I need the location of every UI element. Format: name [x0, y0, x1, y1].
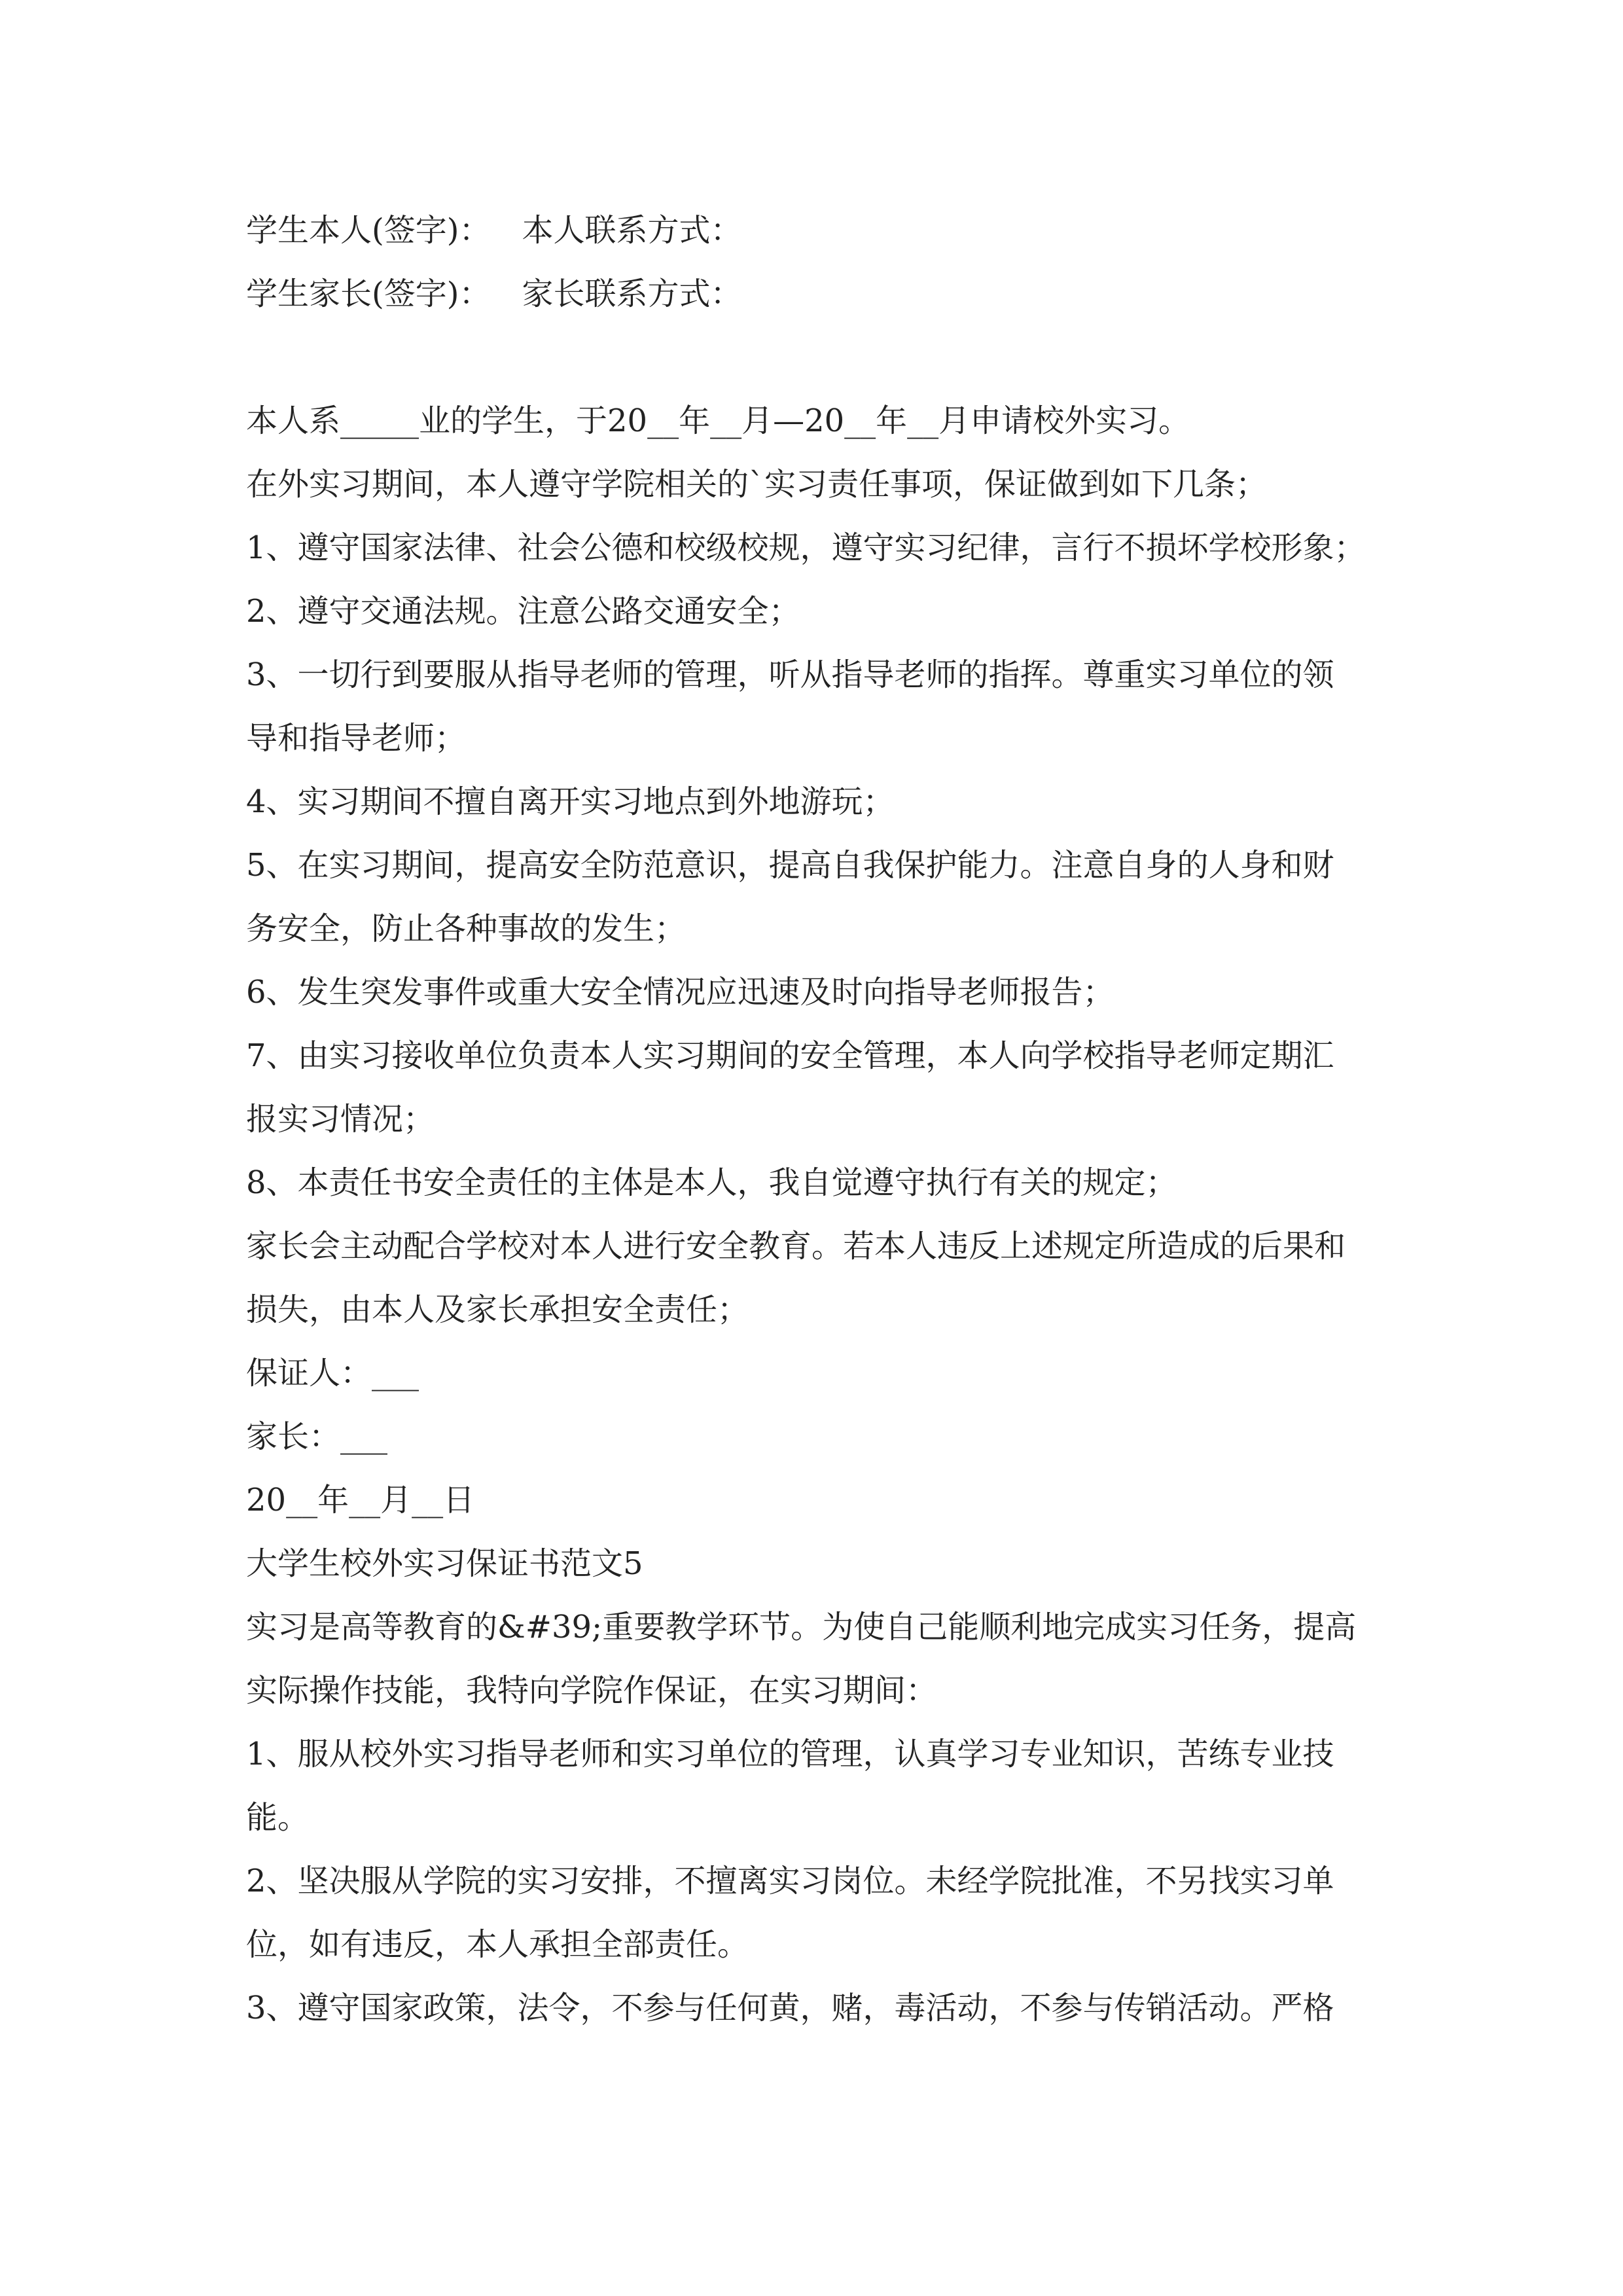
parent-contact-label: 家长联系方式： [522, 276, 742, 312]
guarantor-line: 保证人：___ [246, 1355, 419, 1391]
document-body [246, 199, 1398, 2040]
text-line: 实际操作技能，我特向学院作保证，在实习期间： [246, 1672, 938, 1709]
text-line: 1、服从校外实习指导老师和实习单位的管理，认真学习专业知识，苦练专业技 [246, 1736, 1334, 1772]
parent-sign-label: 学生家长(签字)： [246, 276, 491, 312]
parent-line: 家长：___ [246, 1418, 388, 1455]
text-line: 7、由实习接收单位负责本人实习期间的安全管理，本人向学校指导老师定期汇 [246, 1037, 1334, 1074]
text-line: 务安全，防止各种事故的发生； [246, 910, 687, 947]
text-line: 实习是高等教育的&#39;重要教学环节。为使自己能顺利地完成实习任务，提高 [246, 1609, 1357, 1645]
text-line: 1、遵守国家法律、社会公德和校级校规，遵守实习纪律，言行不损坏学校形象； [246, 529, 1366, 566]
text-line: 6、发生突发事件或重大安全情况应迅速及时向指导老师报告； [246, 974, 1115, 1011]
text-line: 导和指导老师； [246, 720, 467, 757]
text-line: 在外实习期间，本人遵守学院相关的`实习责任事项，保证做到如下几条； [246, 466, 1268, 503]
text-line: 5、在实习期间，提高安全防范意识，提高自我保护能力。注意自身的人身和财 [246, 847, 1334, 884]
section-title: 大学生校外实习保证书范文5 [246, 1545, 643, 1582]
text-line: 家长会主动配合学校对本人进行安全教育。若本人违反上述规定所造成的后果和 [246, 1228, 1346, 1265]
text-line: 位，如有违反，本人承担全部责任。 [246, 1926, 749, 1963]
text-line: 2、坚决服从学院的实习安排，不擅离实习岗位。未经学院批准，不另找实习单 [246, 1863, 1334, 1899]
student-sign-label: 学生本人(签字)： [246, 212, 491, 249]
blank-line [246, 326, 1398, 389]
student-signature-row [246, 199, 1398, 262]
text-line: 8、本责任书安全责任的主体是本人，我自觉遵守执行有关的规定； [246, 1164, 1177, 1201]
parent-signature-row [246, 262, 1398, 326]
date-line: 20__年__月__日 [246, 1482, 475, 1518]
text-line: 损失，由本人及家长承担安全责任； [246, 1291, 749, 1328]
text-line: 能。 [246, 1799, 310, 1836]
text-line: 3、一切行到要服从指导老师的管理，听从指导老师的指挥。尊重实习单位的领 [246, 656, 1334, 693]
text-line: 4、实习期间不擅自离开实习地点到外地游玩； [246, 783, 895, 820]
text-line: 2、遵守交通法规。注意公路交通安全； [246, 593, 800, 630]
student-contact-label: 本人联系方式： [522, 212, 742, 249]
text-line: 报实习情况； [246, 1101, 435, 1138]
text-line: 本人系_____业的学生，于20__年__月—20__年__月申请校外实习。 [246, 403, 1190, 439]
text-line: 3、遵守国家政策，法令，不参与任何黄，赌，毒活动，不参与传销活动。严格 [246, 1990, 1334, 2026]
